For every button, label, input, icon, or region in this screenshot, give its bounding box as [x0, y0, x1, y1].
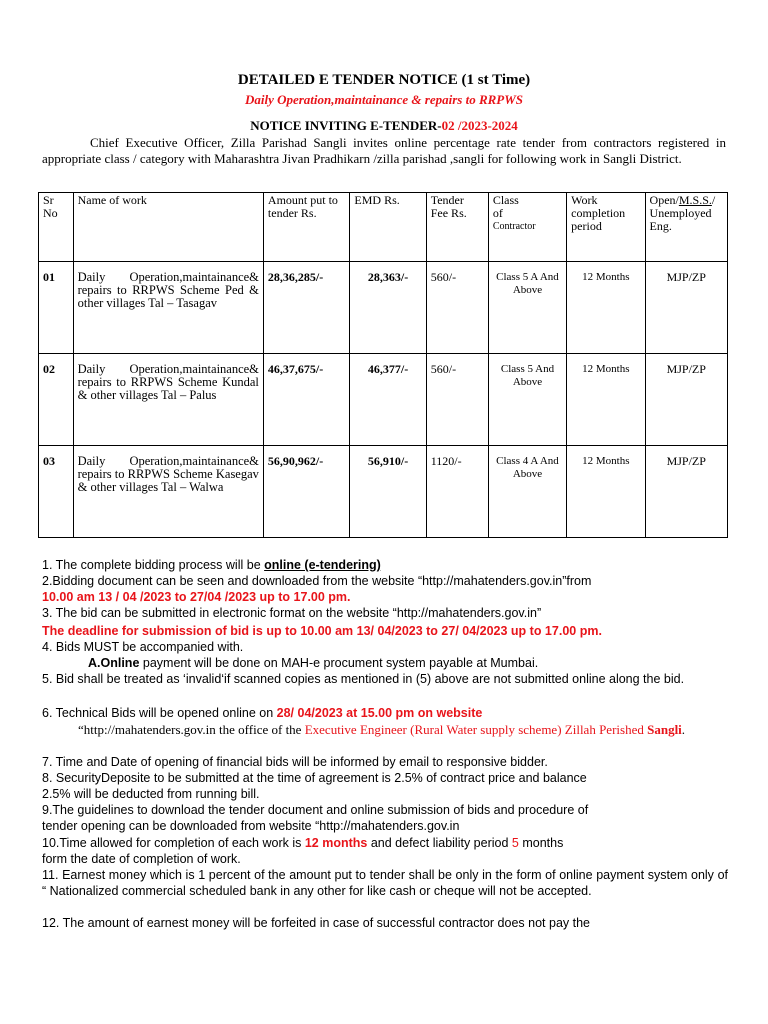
clause-6-cont	[42, 722, 728, 738]
header-open-suffix: / Unemployed Eng.	[649, 193, 716, 233]
clause-10	[42, 835, 728, 851]
header-open-mss: M.S.S.	[678, 193, 712, 207]
clause-4: 4. Bids MUST be accompanied with.	[42, 640, 244, 654]
row-work-name: Daily Operation,maintainance& repairs to RRPWS Scheme Kundal & other villages Tal – Palus	[73, 354, 263, 446]
header-class-line1: Class	[492, 193, 519, 207]
clause-12: 12. The amount of earnest money will be forfeited in case of successful contractor does not pay the	[42, 916, 590, 930]
row-sr: 01	[39, 262, 74, 354]
row-sr: 02	[39, 354, 74, 446]
notice-inviting-heading	[0, 118, 768, 134]
clause-5: 5. Bid shall be treated as ‘invalid‘if scanned copies as mentioned in (5) above are not submitted online along the bid.	[42, 672, 685, 686]
row-emd: 46,377/-	[350, 354, 426, 446]
clause-10-months: 12 months	[304, 836, 368, 850]
row-fee: 1120/-	[426, 446, 488, 538]
clause-6-text: 6. Technical Bids will be opened online on	[42, 706, 277, 720]
header-name: Name of work	[73, 193, 263, 262]
clause-1-bold: online (e-tendering)	[264, 558, 381, 572]
clause-3: 3. The bid can be submitted in electronic format on the website “http://mahatenders.gov.in”	[42, 606, 542, 620]
clause-2: 2.Bidding document can be seen and downloaded from the website “http://mahatenders.gov.in”from	[42, 574, 592, 588]
row-category: MJP/ZP	[645, 446, 727, 538]
clause-4a-bold: A.Online	[88, 656, 140, 670]
table-header-row	[39, 193, 728, 262]
inviting-prefix: NOTICE INVITING E-TENDER-	[250, 118, 442, 133]
intro-paragraph	[42, 135, 726, 167]
table-row	[39, 262, 728, 354]
row-amount: 56,90,962/-	[263, 446, 350, 538]
clause-6	[42, 705, 728, 721]
row-emd: 28,363/-	[350, 262, 426, 354]
header-amount: Amount put to tender Rs.	[263, 193, 350, 262]
row-work-name: Daily Operation,maintainance& repairs to RRPWS Scheme Kasegav & other villages Tal – Walwa	[73, 446, 263, 538]
header-class-line3: Contractor	[492, 221, 536, 232]
clause-1-text: 1. The complete bidding process will be	[42, 558, 265, 572]
row-sr: 03	[39, 446, 74, 538]
clause-4a	[88, 655, 728, 671]
clause-6-date: 28/ 04/2023 at 15.00 pm on website	[276, 706, 483, 720]
header-fee: Tender Fee Rs.	[426, 193, 488, 262]
clause-11: 11. Earnest money which is 1 percent of the amount put to tender shall be only in the form of online payment system only of “ Nationalized commercial scheduled bank in any other for like cash or cheque will not be accepted.	[42, 868, 728, 898]
row-amount: 28,36,285/-	[263, 262, 350, 354]
row-fee: 560/-	[426, 262, 488, 354]
header-emd: EMD Rs.	[350, 193, 426, 262]
header-open-prefix: Open/	[649, 193, 679, 207]
clause-10-end: months	[518, 836, 564, 850]
clause-6-sangli: Sangli	[647, 722, 682, 737]
header-class-line2: of	[492, 206, 503, 220]
page-subtitle: Daily Operation,maintainance & repairs to RRPWS	[244, 92, 524, 107]
clause-9: 9.The guidelines to download the tender document and online submission of bids and procedure of	[42, 803, 589, 817]
clause-2-dates: 10.00 am 13 / 04 /2023 to 27/04 /2023 up to 17.00 pm.	[42, 590, 351, 604]
row-amount: 46,37,675/-	[263, 354, 350, 446]
row-period: 12 Months	[567, 262, 645, 354]
table-row	[39, 446, 728, 538]
clause-8: 8. SecurityDeposite to be submitted at the time of agreement is 2.5% of contract price and balance	[42, 771, 587, 785]
row-class: Class 4 A And Above	[488, 446, 566, 538]
clause-10-five: 5	[511, 836, 519, 850]
clause-9-cont: tender opening can be downloaded from website “http://mahatenders.gov.in	[42, 819, 460, 833]
row-period: 12 Months	[567, 446, 645, 538]
clause-6-end: .	[681, 722, 686, 737]
row-class: Class 5 And Above	[488, 354, 566, 446]
header-class	[488, 193, 566, 262]
clause-6-cont-text: “http://mahatenders.gov.in the office of the	[78, 722, 305, 737]
clause-3-deadline: The deadline for submission of bid is up to 10.00 am 13/ 04/2023 to 27/ 04/2023 up to 17.00 pm.	[42, 624, 602, 638]
row-category: MJP/ZP	[645, 354, 727, 446]
row-work-name: Daily Operation,maintainance& repairs to RRPWS Scheme Ped & other villages Tal – Tasagav	[73, 262, 263, 354]
row-period: 12 Months	[567, 354, 645, 446]
table-row	[39, 354, 728, 446]
header-completion: Work completion period	[567, 193, 645, 262]
clause-6-office: Executive Engineer (Rural Water supply scheme) Zillah Perished	[304, 722, 648, 737]
clause-1	[42, 557, 728, 573]
clause-10-mid: and defect liability period	[367, 836, 512, 850]
header-sr: Sr No	[39, 193, 74, 262]
row-class: Class 5 A And Above	[488, 262, 566, 354]
row-emd: 56,910/-	[350, 446, 426, 538]
row-category: MJP/ZP	[645, 262, 727, 354]
header-open	[645, 193, 727, 262]
clause-10-text: 10.Time allowed for completion of each work is	[42, 836, 305, 850]
row-fee: 560/-	[426, 354, 488, 446]
page-title: DETAILED E TENDER NOTICE (1 st Time)	[237, 72, 531, 88]
intro-text: Chief Executive Officer, Zilla Parishad Sangli invites online percentage rate tender from contractors registered in appropriate class / category with Maharashtra Jivan Pradhikarn /zilla parishad ,sangli for following work in Sangli District.	[42, 135, 726, 166]
tender-table	[38, 192, 728, 538]
clause-4a-text: payment will be done on MAH-e procument system payable at Mumbai.	[139, 656, 539, 670]
clause-7: 7. Time and Date of opening of financial bids will be informed by email to responsive bidder.	[42, 755, 548, 769]
clause-10-cont: form the date of completion of work.	[42, 852, 241, 866]
inviting-number: 02 /2023-2024	[441, 118, 518, 133]
clause-8-cont: 2.5% will be deducted from running bill.	[42, 787, 260, 801]
